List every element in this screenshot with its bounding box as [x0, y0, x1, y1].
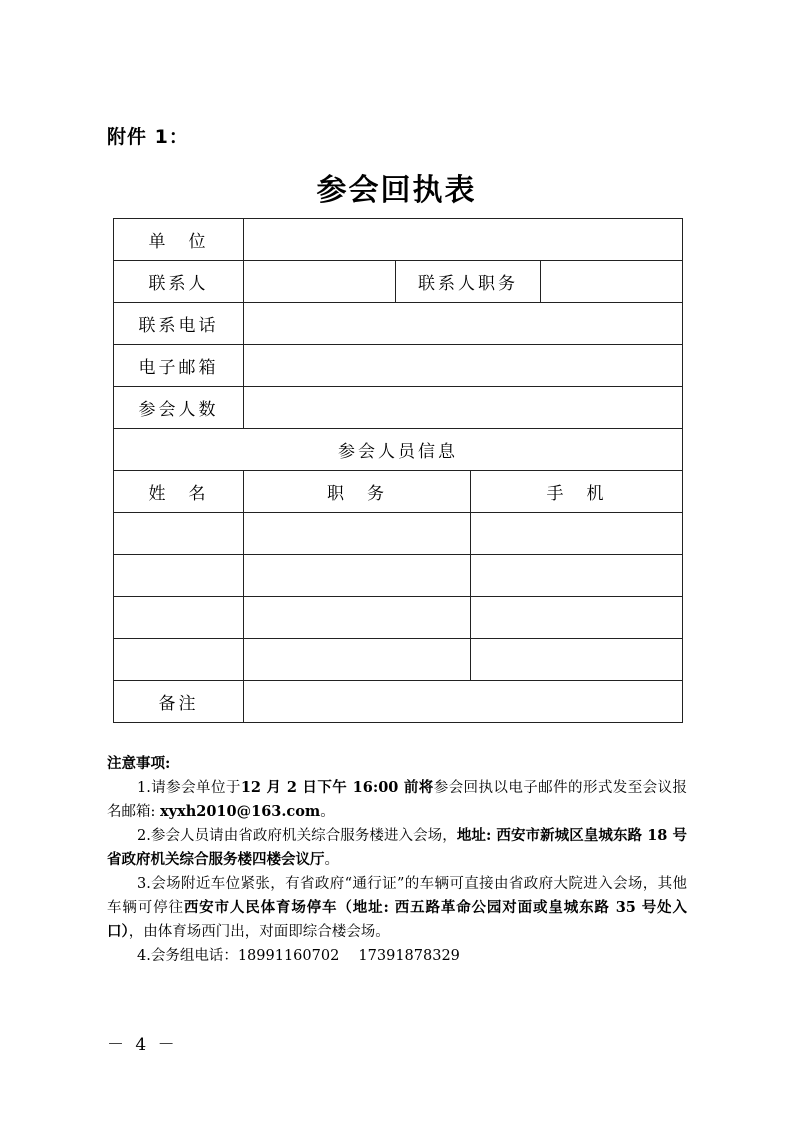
attendee-name-cell[interactable]: [114, 639, 244, 681]
registration-form-table: [113, 218, 683, 723]
attendees-count-label: 参会人数: [114, 387, 244, 429]
attendee-position-cell[interactable]: [244, 597, 471, 639]
note-2-text: 2.参会人员请由省政府机关综合服务楼进入会场，: [137, 828, 457, 844]
note-3-text: 3.会场附近车位紧张，有省政府“通行证”的车辆可直接由省政府大院进入会场，其他车辆可停往: [107, 876, 687, 916]
attendee-name-cell[interactable]: [114, 513, 244, 555]
note-1-deadline: 12 月 2 日下午 16:00 前将: [240, 779, 434, 796]
attendee-row: [114, 639, 683, 681]
contact-label: 联系人: [114, 261, 244, 303]
email-label: 电子邮箱: [114, 345, 244, 387]
notes-section: [107, 752, 687, 968]
mobile-column-header: 手 机: [471, 471, 683, 513]
attendee-position-cell[interactable]: [244, 555, 471, 597]
attendee-name-cell[interactable]: [114, 597, 244, 639]
unit-row: [114, 219, 683, 261]
form-title: 参会回执表: [316, 173, 477, 208]
attendees-count-field[interactable]: [244, 387, 683, 429]
note-item-2: [107, 824, 687, 872]
note-item-1: [107, 776, 687, 824]
email-row: [114, 345, 683, 387]
attendee-position-cell[interactable]: [244, 639, 471, 681]
attendee-name-cell[interactable]: [114, 555, 244, 597]
contact-row: [114, 261, 683, 303]
attendee-mobile-cell[interactable]: [471, 597, 683, 639]
attendee-mobile-cell[interactable]: [471, 513, 683, 555]
phone-row: [114, 303, 683, 345]
note-3-parking: 西安市人民体育场停车（地址: 西五路革命公园对面或皇城东路 35 号处入口）: [107, 899, 687, 940]
phone-field[interactable]: [244, 303, 683, 345]
note-2-end: 。: [324, 852, 339, 868]
note-2-address: 地址: 西安市新城区皇城东路 18 号省政府机关综合服务楼四楼会议厅: [107, 827, 687, 868]
unit-field[interactable]: [244, 219, 683, 261]
attachment-label: 附件 1：: [107, 126, 189, 148]
phone-label: 联系电话: [114, 303, 244, 345]
attendee-row: [114, 555, 683, 597]
email-field[interactable]: [244, 345, 683, 387]
attendee-row: [114, 597, 683, 639]
attendee-row: [114, 513, 683, 555]
attendee-info-header-row: [114, 429, 683, 471]
attendees-count-row: [114, 387, 683, 429]
attendee-mobile-cell[interactable]: [471, 639, 683, 681]
note-3-text-2: ，由体育场西门出，对面即综合楼会场。: [128, 924, 390, 940]
note-1-text: 1.请参会单位于: [137, 780, 241, 796]
attendee-position-cell[interactable]: [244, 513, 471, 555]
registration-email[interactable]: xyxh2010@163.com: [160, 803, 321, 820]
remarks-row: [114, 681, 683, 723]
attendee-info-label: 参会人员信息: [114, 429, 683, 471]
attendee-columns-row: [114, 471, 683, 513]
note-1-text-2: 参会回执以电子邮件的形式发至会议报名邮箱:: [107, 780, 687, 820]
remarks-label: 备注: [114, 681, 244, 723]
remarks-field[interactable]: [244, 681, 683, 723]
note-1-end: 。: [320, 804, 335, 820]
attendee-mobile-cell[interactable]: [471, 555, 683, 597]
unit-label: 单 位: [114, 219, 244, 261]
note-item-4: 4.会务组电话：18991160702 17391878329: [137, 948, 460, 964]
notes-heading: 注意事项:: [107, 755, 171, 772]
position-column-header: 职 务: [244, 471, 471, 513]
note-item-3: [107, 872, 687, 944]
contact-field[interactable]: [244, 261, 396, 303]
name-column-header: 姓 名: [114, 471, 244, 513]
contact-position-field[interactable]: [541, 261, 683, 303]
contact-position-label: 联系人职务: [396, 261, 541, 303]
page-number: － 4 －: [107, 1035, 178, 1055]
